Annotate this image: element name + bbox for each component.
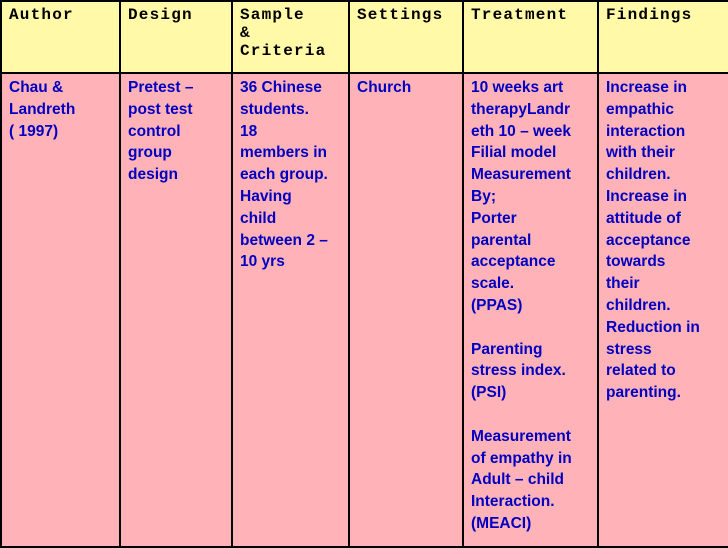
cell-text-line: their bbox=[606, 275, 640, 293]
cell-text-line: Having bbox=[240, 187, 292, 205]
header-settings-line: Settings bbox=[357, 6, 444, 24]
cell-text-line: related to bbox=[606, 362, 676, 380]
header-sample-line: Sample bbox=[240, 6, 305, 24]
header-sample-line: & bbox=[240, 24, 251, 42]
blank-line bbox=[471, 404, 593, 426]
cell-text-line: Parenting bbox=[471, 340, 543, 358]
cell-text-line: stress index. bbox=[471, 362, 566, 380]
cell-text-line: eth 10 – week bbox=[471, 122, 571, 140]
cell-sample bbox=[232, 73, 349, 547]
cell-text-line: child bbox=[240, 209, 277, 227]
cell-text-line: group bbox=[128, 144, 172, 162]
cell-text-line: children. bbox=[606, 166, 671, 184]
header-sample-line: Criteria bbox=[240, 42, 327, 60]
cell-text-line: Increase in bbox=[606, 79, 687, 96]
blank-line bbox=[471, 317, 593, 339]
cell-text-line: (MEACI) bbox=[471, 514, 532, 532]
cell-text-line: Adult – child bbox=[471, 471, 564, 489]
cell-text-line: control bbox=[128, 122, 181, 140]
cell-text-line: By; bbox=[471, 187, 496, 205]
header-design-line: Design bbox=[128, 6, 193, 24]
cell-text-line: Measurement bbox=[471, 427, 571, 445]
cell-text-line: (PSI) bbox=[471, 384, 507, 402]
cell-text-line: Chau & bbox=[9, 79, 64, 96]
header-findings-line: Findings bbox=[606, 6, 693, 24]
cell-text-line: each group. bbox=[240, 166, 328, 184]
cell-findings bbox=[598, 73, 728, 547]
cell-text-line: Interaction. bbox=[471, 493, 555, 511]
header-settings bbox=[349, 1, 463, 73]
cell-text-line: design bbox=[128, 166, 178, 184]
cell-text-line: children. bbox=[606, 296, 671, 314]
cell-text-line: acceptance bbox=[606, 231, 691, 249]
cell-text-line: between 2 – bbox=[240, 231, 328, 249]
header-findings bbox=[598, 1, 728, 73]
cell-text-line: therapyLandr bbox=[471, 100, 571, 118]
cell-text-line: 18 bbox=[240, 122, 258, 140]
cell-text-line: 10 yrs bbox=[240, 253, 285, 271]
cell-text-line: Measurement bbox=[471, 166, 571, 184]
cell-text-line: scale. bbox=[471, 275, 515, 293]
cell-text-line: interaction bbox=[606, 122, 686, 140]
cell-treatment bbox=[463, 73, 598, 547]
cell-text-line: post test bbox=[128, 100, 193, 118]
cell-settings bbox=[349, 73, 463, 547]
cell-text-line: Landreth bbox=[9, 100, 76, 118]
cell-text-line: attitude of bbox=[606, 209, 681, 227]
cell-text-line: of empathy in bbox=[471, 449, 572, 467]
cell-text-line: towards bbox=[606, 253, 666, 271]
cell-text-line: Pretest – bbox=[128, 79, 194, 96]
table-row bbox=[1, 73, 728, 547]
cell-author bbox=[1, 73, 120, 547]
header-treatment-line: Treatment bbox=[471, 6, 569, 24]
cell-text-line: parental bbox=[471, 231, 532, 249]
cell-text-line: Reduction in bbox=[606, 318, 700, 336]
cell-text-line: 36 Chinese bbox=[240, 79, 322, 96]
cell-text-line: students. bbox=[240, 100, 309, 118]
cell-text-line: Filial model bbox=[471, 144, 557, 162]
cell-text-line: stress bbox=[606, 340, 652, 358]
cell-text-line: Increase in bbox=[606, 187, 687, 205]
cell-text-line: acceptance bbox=[471, 253, 556, 271]
header-author-line: Author bbox=[9, 6, 74, 24]
cell-text-line: empathic bbox=[606, 100, 675, 118]
header-design bbox=[120, 1, 232, 73]
header-author bbox=[1, 1, 120, 73]
cell-design bbox=[120, 73, 232, 547]
header-treatment bbox=[463, 1, 598, 73]
header-sample-criteria bbox=[232, 1, 349, 73]
header-row bbox=[1, 1, 728, 73]
cell-text-line: with their bbox=[606, 144, 675, 162]
cell-text-line: Porter bbox=[471, 209, 517, 227]
cell-text-line: parenting. bbox=[606, 384, 681, 402]
cell-text-line: Church bbox=[357, 79, 412, 96]
cell-text-line: 10 weeks art bbox=[471, 79, 564, 96]
cell-text-line: members in bbox=[240, 144, 328, 162]
cell-text-line: ( 1997) bbox=[9, 122, 59, 140]
cell-text-line: (PPAS) bbox=[471, 296, 523, 314]
